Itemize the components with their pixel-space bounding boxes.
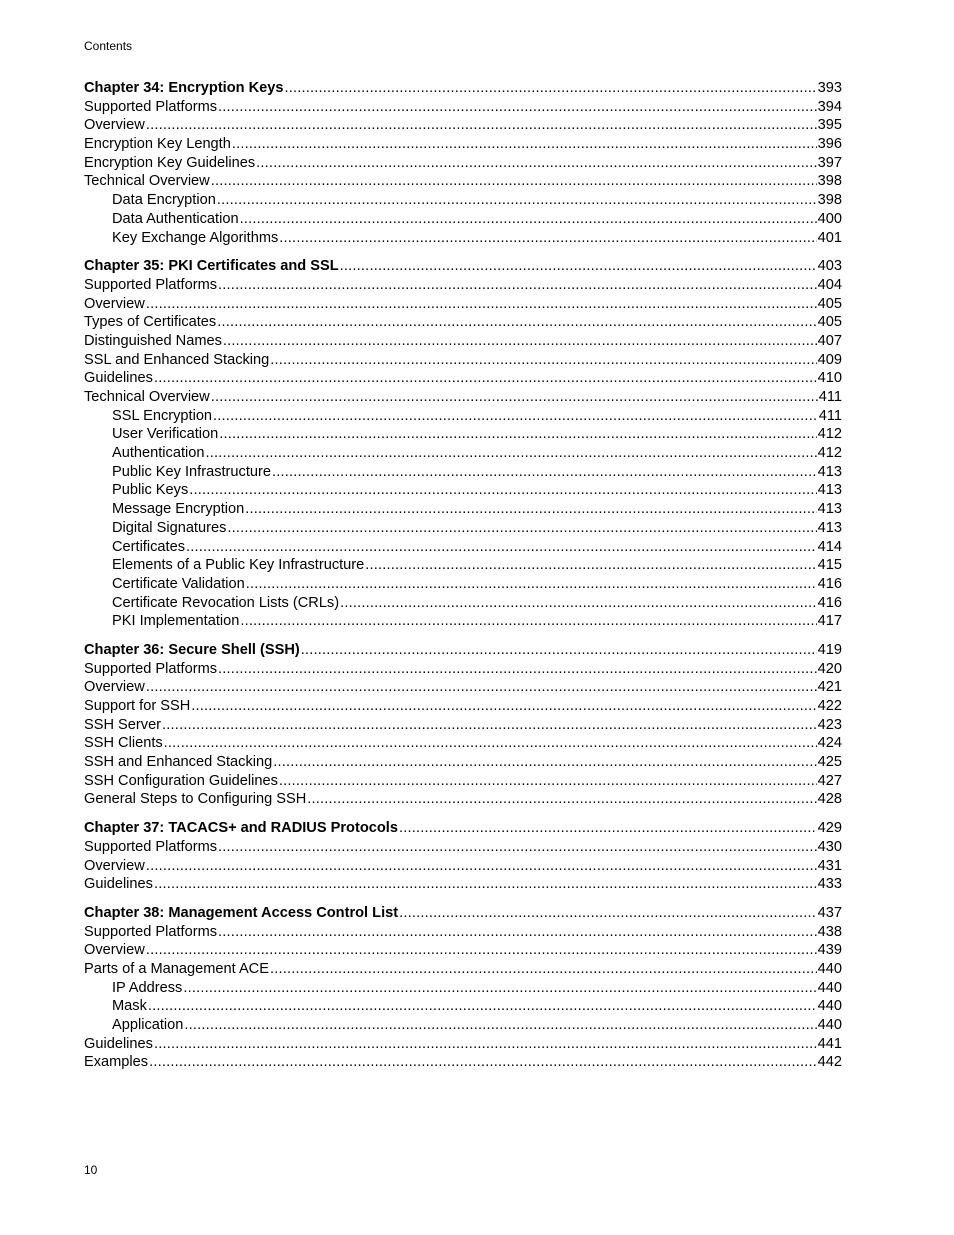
toc-entry-page: 431 [817, 857, 842, 874]
toc-entry[interactable] [84, 1035, 842, 1054]
toc-entry-page: 411 [818, 389, 842, 405]
toc-entry[interactable] [84, 407, 842, 426]
toc-entry[interactable] [84, 660, 842, 679]
toc-entry-title: SSH Clients [84, 735, 163, 752]
toc-entry-page: 394 [817, 98, 842, 115]
toc-entry-page: 409 [817, 351, 842, 368]
toc-entry-page: 416 [817, 575, 842, 592]
toc-entry-title: Message Encryption [112, 501, 245, 518]
toc-chapter-section [84, 819, 842, 894]
toc-entry-page: 439 [817, 942, 842, 959]
toc-entry-title: SSH and Enhanced Stacking [84, 754, 273, 771]
toc-entry[interactable] [84, 351, 842, 370]
dot-leader [217, 313, 816, 332]
toc-entry-page: 442 [817, 1054, 842, 1071]
toc-entry-title: Chapter 36: Secure Shell (SSH) [84, 641, 300, 658]
toc-entry[interactable] [84, 857, 842, 876]
toc-entry[interactable] [84, 594, 842, 613]
toc-entry-page: 440 [817, 1017, 842, 1033]
toc-entry-page: 412 [817, 445, 842, 462]
dot-leader [154, 875, 817, 894]
toc-chapter-section [84, 257, 842, 631]
dot-leader [217, 191, 817, 210]
toc-entry-page: 407 [817, 332, 842, 349]
toc-entry[interactable] [84, 1016, 842, 1035]
toc-entry-title: Supported Platforms [84, 276, 218, 293]
toc-chapter-entry[interactable] [84, 257, 842, 276]
toc-entry-title: Chapter 38: Management Access Control List [84, 904, 399, 921]
toc-chapter-section [84, 641, 842, 809]
toc-entry[interactable] [84, 875, 842, 894]
toc-entry-page: 440 [817, 998, 842, 1015]
toc-entry-title: SSL Encryption [112, 407, 213, 424]
dot-leader [307, 790, 816, 809]
toc-entry-page: 433 [817, 876, 842, 893]
dot-leader [340, 594, 817, 613]
toc-entry[interactable] [84, 463, 842, 482]
toc-entry[interactable] [84, 678, 842, 697]
toc-entry-title: Certificate Validation [112, 575, 245, 592]
dot-leader [183, 979, 816, 998]
toc-entry[interactable] [84, 135, 842, 154]
toc-entry-title: Supported Platforms [84, 838, 218, 855]
toc-entry-title: Mask [112, 998, 147, 1015]
dot-leader [146, 857, 817, 876]
table-of-contents [84, 79, 842, 1082]
toc-entry-page: 416 [817, 594, 842, 611]
toc-entry[interactable] [84, 191, 842, 210]
dot-leader [227, 519, 816, 538]
toc-entry-page: 403 [817, 258, 842, 275]
toc-entry-title: SSL and Enhanced Stacking [84, 351, 270, 368]
dot-leader [218, 838, 817, 857]
toc-entry[interactable] [84, 575, 842, 594]
toc-entry-page: 419 [817, 641, 842, 658]
dot-leader [148, 997, 817, 1016]
toc-entry[interactable] [84, 276, 842, 295]
dot-leader [240, 612, 816, 631]
toc-entry[interactable] [84, 210, 842, 229]
toc-entry-title: Data Authentication [112, 210, 239, 227]
toc-entry-page: 398 [817, 173, 842, 190]
dot-leader [365, 556, 816, 575]
toc-entry-title: Key Exchange Algorithms [112, 229, 279, 246]
toc-entry-title: Distinguished Names [84, 332, 222, 349]
dot-leader [240, 210, 817, 229]
dot-leader [256, 154, 816, 173]
toc-entry[interactable] [84, 979, 842, 998]
toc-chapter-section [84, 79, 842, 247]
toc-entry-title: Elements of a Public Key Infrastructure [112, 557, 365, 574]
toc-entry[interactable] [84, 313, 842, 332]
toc-entry-title: Application [112, 1017, 184, 1033]
dot-leader [279, 229, 816, 248]
toc-entry-title: Technical Overview [84, 389, 210, 405]
toc-entry[interactable] [84, 425, 842, 444]
dot-leader [399, 904, 817, 923]
dot-leader [189, 481, 816, 500]
toc-entry-page: 422 [817, 698, 842, 714]
toc-entry[interactable] [84, 519, 842, 538]
toc-entry-page: 395 [817, 117, 842, 134]
toc-entry-page: 396 [817, 136, 842, 153]
toc-entry-page: 411 [818, 407, 842, 424]
dot-leader [191, 697, 816, 716]
toc-entry-title: Technical Overview [84, 173, 210, 190]
dot-leader [399, 819, 817, 838]
toc-entry-title: Supported Platforms [84, 923, 218, 940]
dot-leader [213, 407, 818, 426]
toc-entry[interactable] [84, 98, 842, 117]
toc-entry-page: 404 [817, 276, 842, 293]
toc-entry-title: Data Encryption [112, 192, 216, 209]
toc-entry-page: 405 [817, 295, 842, 312]
toc-entry-page: 413 [817, 501, 842, 518]
dot-leader [272, 463, 817, 482]
toc-entry[interactable] [84, 229, 842, 248]
toc-entry-page: 440 [817, 960, 842, 977]
dot-leader [154, 1035, 817, 1054]
toc-entry-page: 393 [817, 80, 842, 96]
toc-entry-title: Chapter 35: PKI Certificates and SSL [84, 258, 339, 275]
dot-leader [154, 369, 817, 388]
dot-leader [186, 538, 817, 557]
toc-entry-page: 427 [817, 772, 842, 789]
toc-entry[interactable] [84, 444, 842, 463]
toc-entry-page: 430 [817, 838, 842, 855]
toc-entry[interactable] [84, 790, 842, 809]
toc-entry-title: IP Address [112, 979, 183, 996]
dot-leader [301, 641, 817, 660]
dot-leader [162, 716, 817, 735]
dot-leader [218, 923, 817, 942]
toc-entry[interactable] [84, 772, 842, 791]
toc-entry-title: Examples [84, 1054, 149, 1071]
toc-entry-page: 423 [817, 716, 842, 733]
toc-entry-title: Supported Platforms [84, 98, 218, 115]
toc-entry-title: SSH Configuration Guidelines [84, 772, 278, 789]
toc-entry-title: Encryption Key Guidelines [84, 154, 256, 171]
toc-entry-title: Parts of a Management ACE [84, 960, 269, 977]
toc-entry[interactable] [84, 481, 842, 500]
toc-entry-title: Certificates [112, 538, 185, 555]
dot-leader [149, 1053, 817, 1072]
toc-entry[interactable] [84, 997, 842, 1016]
dot-leader [211, 172, 817, 191]
dot-leader [218, 98, 817, 117]
toc-entry[interactable] [84, 116, 842, 135]
toc-entry-page: 413 [817, 482, 842, 499]
toc-entry-title: Encryption Key Length [84, 136, 231, 153]
toc-entry[interactable] [84, 941, 842, 960]
dot-leader [146, 295, 817, 314]
toc-entry-title: Certificate Revocation Lists (CRLs) [112, 594, 340, 611]
dot-leader [146, 941, 817, 960]
toc-entry-page: 425 [817, 754, 842, 771]
toc-entry-page: 421 [817, 679, 842, 696]
dot-leader [245, 500, 816, 519]
page-number: 10 [84, 1163, 98, 1177]
toc-entry-page: 415 [817, 557, 842, 574]
toc-entry-title: Overview [84, 857, 145, 874]
toc-entry[interactable] [84, 556, 842, 575]
toc-entry[interactable] [84, 923, 842, 942]
dot-leader [146, 116, 817, 135]
toc-chapter-entry[interactable] [84, 79, 842, 98]
toc-entry-page: 420 [817, 660, 842, 677]
toc-entry-title: Authentication [112, 445, 205, 462]
toc-chapter-entry[interactable] [84, 904, 842, 923]
dot-leader [270, 351, 816, 370]
toc-entry[interactable] [84, 612, 842, 631]
toc-entry-page: 414 [817, 538, 842, 555]
toc-entry-title: Types of Certificates [84, 314, 217, 331]
dot-leader [146, 678, 817, 697]
toc-entry-page: 398 [817, 192, 842, 209]
toc-entry[interactable] [84, 960, 842, 979]
dot-leader [279, 772, 817, 791]
toc-entry-page: 397 [817, 154, 842, 171]
toc-entry-title: Public Key Infrastructure [112, 463, 271, 480]
dot-leader [184, 1016, 816, 1035]
toc-entry-page: 424 [817, 735, 842, 752]
toc-entry-page: 412 [817, 426, 842, 443]
toc-entry[interactable] [84, 538, 842, 557]
toc-entry-title: Supported Platforms [84, 660, 218, 677]
toc-entry-title: Overview [84, 942, 145, 959]
toc-entry-title: Public Keys [112, 482, 189, 499]
running-header: Contents [84, 39, 133, 53]
toc-chapter-section [84, 904, 842, 1072]
toc-entry-title: General Steps to Configuring SSH [84, 791, 307, 808]
dot-leader [219, 425, 816, 444]
toc-entry[interactable] [84, 716, 842, 735]
toc-entry-page: 417 [817, 613, 842, 630]
dot-leader [164, 734, 817, 753]
dot-leader [340, 257, 817, 276]
toc-entry-page: 429 [817, 820, 842, 837]
toc-entry-page: 413 [817, 463, 842, 480]
toc-entry-title: Guidelines [84, 1035, 153, 1052]
toc-entry-title: Overview [84, 295, 145, 312]
toc-entry-page: 440 [817, 979, 842, 996]
dot-leader [218, 276, 817, 295]
dot-leader [246, 575, 817, 594]
toc-entry-title: Digital Signatures [112, 519, 227, 536]
toc-entry-page: 438 [817, 923, 842, 940]
dot-leader [273, 753, 816, 772]
toc-entry-page: 437 [817, 904, 842, 921]
toc-entry-page: 400 [817, 210, 842, 227]
toc-entry-page: 405 [817, 314, 842, 331]
toc-entry-page: 410 [817, 370, 842, 387]
toc-entry[interactable] [84, 838, 842, 857]
toc-entry[interactable] [84, 369, 842, 388]
toc-entry[interactable] [84, 734, 842, 753]
toc-entry-title: User Verification [112, 426, 219, 443]
toc-chapter-entry[interactable] [84, 641, 842, 660]
toc-entry-title: Chapter 34: Encryption Keys [84, 80, 284, 96]
dot-leader [232, 135, 817, 154]
toc-entry[interactable] [84, 697, 842, 716]
toc-entry[interactable] [84, 172, 842, 191]
dot-leader [211, 388, 818, 407]
toc-entry[interactable] [84, 154, 842, 173]
dot-leader [285, 79, 817, 98]
toc-entry-page: 401 [817, 229, 842, 246]
toc-entry-page: 413 [817, 519, 842, 536]
dot-leader [218, 660, 817, 679]
toc-entry-title: PKI Implementation [112, 613, 240, 630]
toc-entry-title: Guidelines [84, 370, 153, 387]
toc-entry-title: Overview [84, 117, 145, 134]
toc-entry-title: SSH Server [84, 716, 162, 733]
dot-leader [223, 332, 817, 351]
toc-entry-title: Guidelines [84, 876, 153, 893]
toc-entry-page: 428 [817, 791, 842, 808]
dot-leader [206, 444, 817, 463]
toc-entry-title: Chapter 37: TACACS+ and RADIUS Protocols [84, 820, 398, 837]
toc-entry-title: Overview [84, 679, 145, 696]
toc-entry-page: 441 [817, 1035, 842, 1052]
toc-entry[interactable] [84, 388, 842, 407]
toc-entry[interactable] [84, 753, 842, 772]
toc-entry[interactable] [84, 295, 842, 314]
dot-leader [270, 960, 817, 979]
toc-entry[interactable] [84, 1053, 842, 1072]
toc-entry[interactable] [84, 500, 842, 519]
toc-chapter-entry[interactable] [84, 819, 842, 838]
toc-entry-title: Support for SSH [84, 698, 191, 714]
toc-entry[interactable] [84, 332, 842, 351]
